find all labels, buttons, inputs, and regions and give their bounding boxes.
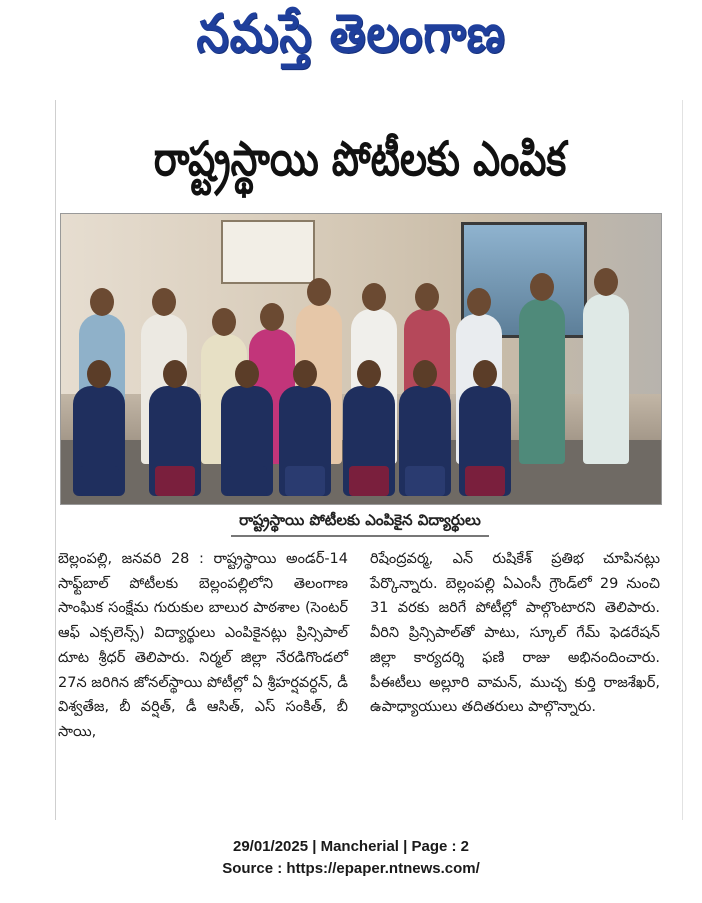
photo-student <box>459 386 511 496</box>
article-column-left <box>58 547 348 745</box>
photo-student <box>149 386 201 496</box>
masthead <box>0 4 702 76</box>
photo-adult <box>583 294 629 464</box>
page-footer <box>0 836 702 880</box>
photo-student <box>73 386 125 496</box>
photo-caption-text: రాష్ట్రస్థాయి పోటీలకు ఎంపికైన విద్యార్థులు <box>231 509 489 537</box>
footer-date-edition: 29/01/2025 | Mancherial | Page : 2 <box>232 838 470 855</box>
photo-student <box>279 386 331 496</box>
photo-student <box>221 386 273 496</box>
photo-notice-board <box>221 220 315 284</box>
group-photo <box>60 213 662 505</box>
article-body-left: బెల్లంపల్లి, జనవరి 28 : రాష్ట్రస్థాయి అండర్-14 సాఫ్ట్‌బాల్ పోటీలకు బెల్లంపల్లిలోని తెలంగాణ సాంఘిక సంక్షేమ గురుకుల బాలుర పాఠశాల (సెంటర్ ఆఫ్ ఎక్సలెన్స్) విద్యార్థులు ఎంపికైనట్లు ప్రిన్సిపాల్ దూట శ్రీధర్ తెలిపారు. నిర్మల్ జిల్లా నేరడిగొండలో 27న జరిగిన జోనల్‌స్థాయి పోటీల్లో ఏ శ్రీహర్షవర్ధన్, డీ విశ్వతేజ, బీ వర్షిత్, డీ ఆసిత్, ఎస్ సంకిత్, బీ సాయి, <box>58 551 348 740</box>
newspaper-title: నమస్తే తెలంగాణ <box>196 2 506 65</box>
footer-source: Source : https://epaper.ntnews.com/ <box>222 860 480 877</box>
headline-text: రాష్ట్రస్థాయి పోటీలకు ఎంపిక <box>153 131 567 187</box>
article-column-right <box>370 547 660 720</box>
column-rule-right <box>682 100 683 820</box>
photo-student <box>343 386 395 496</box>
photo-student <box>399 386 451 496</box>
photo-adult <box>519 299 565 464</box>
photo-caption <box>60 508 660 538</box>
column-rule-left <box>55 100 56 820</box>
article-headline <box>40 125 680 205</box>
article-body-right: రిషేంద్రవర్మ, ఎన్ రుషికేశ్ ప్రతిభ చూపినట్లు పేర్కొన్నారు. బెల్లంపల్లి ఏఎంసీ గ్రౌండ్‌లో 29 నుంచి 31 వరకు జరిగే పోటీల్లో పాల్గొంటారని తెలిపారు. వీరిని ప్రిన్సిపాల్‌తో పాటు, స్కూల్ గేమ్ ఫెడరేషన్ జిల్లా కార్యదర్శి ఫణి రాజు అభినందించారు. పీఈటీలు అల్లూరి వామన్, ముచ్చ కుర్తి రాజశేఖర్, ఉపాధ్యాయులు తదితరులు పాల్గొన్నారు. <box>370 551 660 716</box>
